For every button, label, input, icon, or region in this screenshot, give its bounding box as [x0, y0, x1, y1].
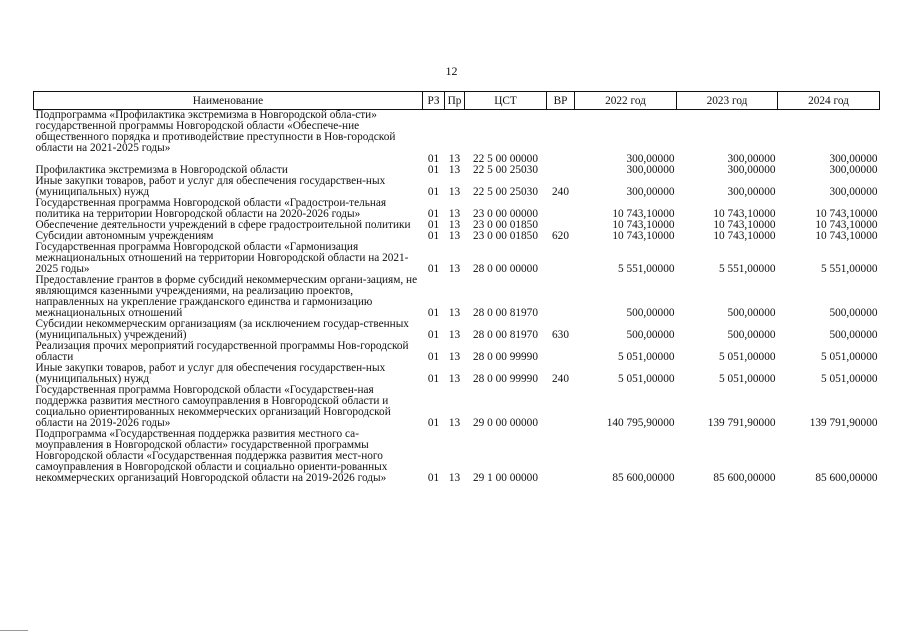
row-name: Субсидии автономным учреждениям — [35, 230, 214, 242]
row-2023 — [677, 110, 778, 155]
row-name: Государственная программа Новгородской области «Государствен-ная поддержка развития местного самоуправления в Новгородской области и социально ориентированных некоммерческих организаций Новгородской области на 2019-2026 годы» — [35, 384, 391, 429]
table-row — [34, 198, 880, 220]
row-rz: 01 — [427, 230, 440, 242]
row-2022: 500,00000 — [626, 329, 675, 341]
table-row — [34, 385, 880, 429]
table-row — [34, 341, 880, 363]
row-vr — [547, 165, 575, 176]
row-pr — [445, 110, 465, 155]
row-name: Реализация прочих мероприятий государственной программы Нов-городской области — [35, 340, 409, 363]
header-pr: Пр — [445, 92, 465, 110]
row-pr: 13 — [448, 329, 461, 341]
row-vr — [547, 275, 575, 319]
row-pr: 13 — [448, 164, 461, 176]
row-2022: 140 795,90000 — [606, 417, 675, 429]
row-2024: 500,00000 — [829, 329, 878, 341]
row-2024: 300,00000 — [829, 164, 878, 176]
row-2022: 300,00000 — [626, 164, 675, 176]
row-2022: 10 743,10000 — [612, 208, 675, 220]
row-cst: 28 0 00 99990 — [473, 351, 538, 363]
row-2023: 5 051,00000 — [719, 373, 776, 385]
row-rz: 01 — [427, 263, 440, 275]
header-cst: ЦСТ — [465, 92, 547, 110]
row-rz: 01 — [427, 351, 440, 363]
row-cst: 23 0 00 01850 — [473, 230, 538, 242]
scan-edge-mark — [0, 630, 28, 631]
row-2024: 500,00000 — [829, 307, 878, 319]
row-rz: 01 — [427, 373, 440, 385]
header-rz: РЗ — [423, 92, 445, 110]
row-pr: 13 — [448, 219, 461, 231]
row-pr: 13 — [448, 351, 461, 363]
row-2024: 10 743,10000 — [815, 230, 878, 242]
row-2023: 10 743,10000 — [713, 219, 776, 231]
row-2023: 10 743,10000 — [713, 208, 776, 220]
row-2023: 500,00000 — [727, 307, 776, 319]
header-2024: 2024 год — [778, 92, 880, 110]
row-pr: 13 — [448, 263, 461, 275]
row-cst: 29 1 00 00000 — [473, 472, 538, 484]
budget-table — [33, 91, 880, 484]
row-2022 — [575, 110, 677, 155]
row-name: Предоставление грантов в форме субсидий некоммерческим органи-зациям, не являющимся казенными учреждениями, на реализацию проектов, направленных на укрепление гражданского единства и гармонизацию межнациональных отношений — [35, 274, 418, 319]
row-name: Обеспечение деятельности учреждений в сфере градостроительной политики — [35, 219, 411, 231]
row-rz: 01 — [427, 472, 440, 484]
row-rz: 01 — [427, 329, 440, 341]
row-cst: 22 5 00 00000 — [473, 153, 538, 165]
row-2023: 85 600,00000 — [713, 472, 776, 484]
table-row — [34, 110, 880, 155]
row-vr — [547, 242, 575, 275]
row-2022: 5 051,00000 — [618, 351, 675, 363]
row-2024: 5 051,00000 — [821, 351, 878, 363]
row-name: Субсидии некоммерческим организациям (за исключением государ-ственных (муниципальных) учреждений) — [35, 318, 409, 341]
row-cst: 22 5 00 25030 — [473, 164, 538, 176]
row-rz — [423, 110, 445, 155]
row-cst: 28 0 00 99990 — [473, 373, 538, 385]
row-name: Иные закупки товаров, работ и услуг для обеспечения государствен-ных (муниципальных) нужд — [35, 175, 386, 198]
row-rz: 01 — [427, 186, 440, 198]
row-2022: 500,00000 — [626, 307, 675, 319]
row-pr: 13 — [448, 208, 461, 220]
row-2023: 5 551,00000 — [719, 263, 776, 275]
row-pr: 13 — [448, 417, 461, 429]
row-rz: 01 — [427, 307, 440, 319]
row-name: Государственная программа Новгородской области «Градострои-тельная политика на территории Новгородской области на 2020-2026 годы» — [35, 197, 387, 220]
table-row — [34, 275, 880, 319]
row-2023: 300,00000 — [727, 186, 776, 198]
row-2023: 10 743,10000 — [713, 230, 776, 242]
row-2022: 300,00000 — [626, 153, 675, 165]
header-name: Наименование — [34, 92, 423, 110]
row-vr: 630 — [552, 329, 569, 341]
header-2023: 2023 год — [677, 92, 778, 110]
row-cst — [465, 110, 547, 155]
row-vr — [547, 198, 575, 220]
row-cst: 29 0 00 00000 — [473, 417, 538, 429]
row-2024: 5 551,00000 — [821, 263, 878, 275]
table-row — [34, 319, 880, 341]
row-2022: 85 600,00000 — [612, 472, 675, 484]
row-name: Иные закупки товаров, работ и услуг для обеспечения государствен-ных (муниципальных) нужд — [35, 362, 386, 385]
row-2024: 139 791,90000 — [809, 417, 878, 429]
row-vr — [547, 429, 575, 484]
table-row — [34, 242, 880, 275]
row-2024: 10 743,10000 — [815, 208, 878, 220]
row-pr: 13 — [448, 307, 461, 319]
row-vr: 240 — [552, 186, 569, 198]
row-pr: 13 — [448, 153, 461, 165]
row-vr — [547, 385, 575, 429]
row-name: Подпрограмма «Государственная поддержка развития местного са-моуправления в Новгородской области» государственной программы Новгородской области «Государственная поддержка развития мест-ного самоуправления в Новгородской области и социально ориенти-рованных некоммерческих организаций Новгородской области на 2019-2026 годы» — [35, 428, 388, 484]
table-row — [34, 429, 880, 484]
row-rz: 01 — [427, 208, 440, 220]
row-cst: 28 0 00 81970 — [473, 329, 538, 341]
row-name: Профилактика экстремизма в Новгородской области — [35, 164, 288, 176]
table-row — [34, 363, 880, 385]
row-2023: 300,00000 — [727, 153, 776, 165]
row-vr — [547, 154, 575, 165]
row-2024: 300,00000 — [829, 186, 878, 198]
row-2023: 139 791,90000 — [707, 417, 776, 429]
row-pr: 13 — [448, 373, 461, 385]
row-rz: 01 — [427, 153, 440, 165]
row-2023: 5 051,00000 — [719, 351, 776, 363]
table-header-row — [34, 92, 880, 110]
row-vr: 620 — [552, 230, 569, 242]
header-2022: 2022 год — [575, 92, 677, 110]
row-vr: 240 — [552, 373, 569, 385]
row-cst: 28 0 00 00000 — [473, 263, 538, 275]
row-2024: 10 743,10000 — [815, 219, 878, 231]
row-2023: 500,00000 — [727, 329, 776, 341]
row-pr: 13 — [448, 186, 461, 198]
row-cst: 23 0 00 00000 — [473, 208, 538, 220]
row-2024: 85 600,00000 — [815, 472, 878, 484]
row-rz: 01 — [427, 417, 440, 429]
row-2022: 10 743,10000 — [612, 230, 675, 242]
row-name: Государственная программа Новгородской области «Гармонизация межнациональных отношений на территории Новгородской области на 2021-2025 годы» — [35, 241, 409, 275]
row-2024 — [778, 110, 880, 155]
row-2024: 5 051,00000 — [821, 373, 878, 385]
row-2022: 5 051,00000 — [618, 373, 675, 385]
table-row — [34, 176, 880, 198]
row-vr — [547, 341, 575, 363]
row-2023: 300,00000 — [727, 164, 776, 176]
row-vr — [547, 110, 575, 155]
page-number: 12 — [445, 64, 458, 78]
row-2022: 300,00000 — [626, 186, 675, 198]
row-cst: 22 5 00 25030 — [473, 186, 538, 198]
row-pr: 13 — [448, 472, 461, 484]
row-2022: 10 743,10000 — [612, 219, 675, 231]
row-rz: 01 — [427, 219, 440, 231]
row-pr: 13 — [448, 230, 461, 242]
row-rz: 01 — [427, 164, 440, 176]
row-2022: 5 551,00000 — [618, 263, 675, 275]
header-vr: ВР — [547, 92, 575, 110]
row-name: Подпрограмма «Профилактика экстремизма в Новгородской обла-сти» государственной программы Новгородской области «Обеспече-ние общественного порядка и противодействие преступности в Нов-городской области на 2021-2025 годы» — [35, 109, 396, 154]
row-cst: 28 0 00 81970 — [473, 307, 538, 319]
row-cst: 23 0 00 01850 — [473, 219, 538, 231]
row-2024: 300,00000 — [829, 153, 878, 165]
